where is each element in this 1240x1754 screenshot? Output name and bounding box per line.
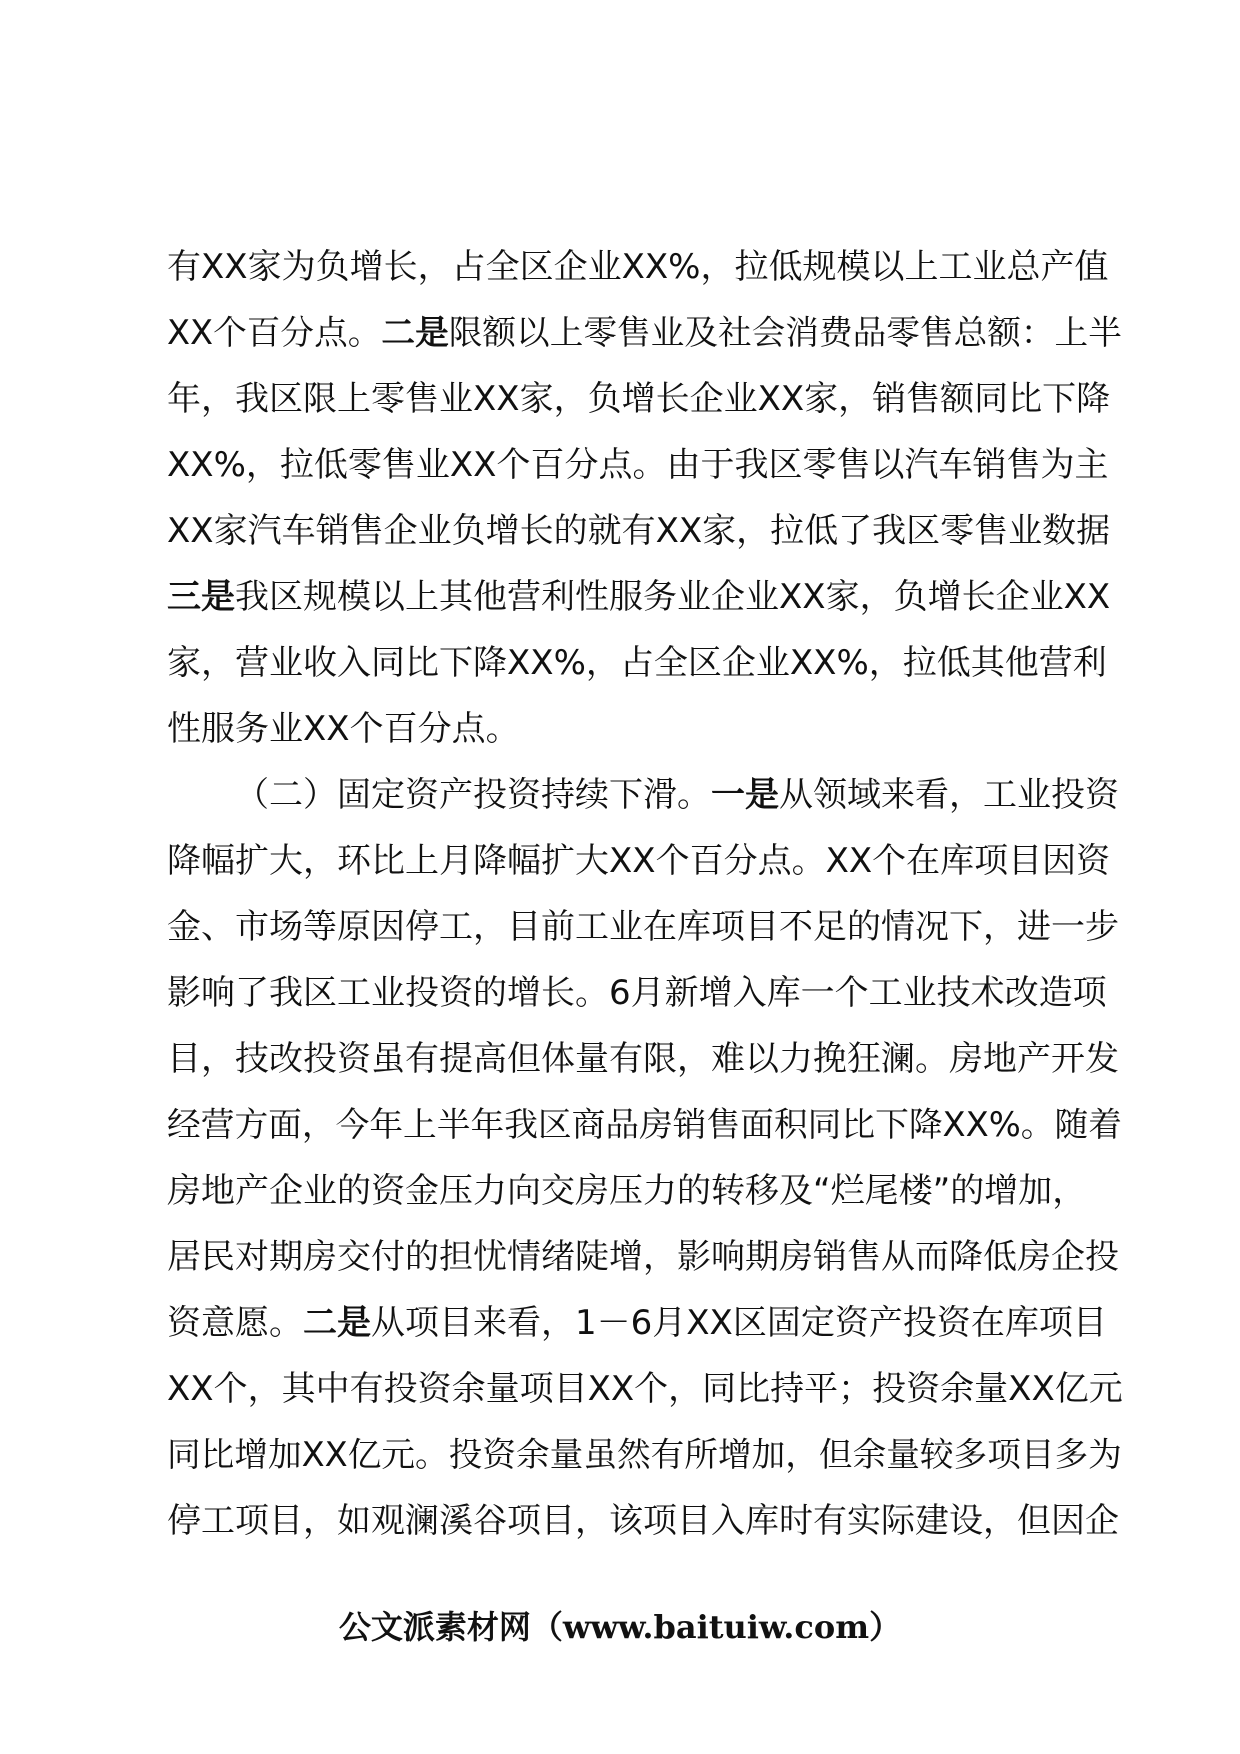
text-line bbox=[167, 1158, 1127, 1224]
text-run: 房地产企业的资金压力向交房压力的转移及“烂尾楼”的增加， bbox=[167, 1171, 1087, 1211]
text-run: 经营方面，今年上半年我区商品房销售面积同比下降XX%。随着 bbox=[167, 1105, 1122, 1144]
text-run: 金、市场等原因停工，目前工业在库项目不足的情况下，进一步 bbox=[167, 907, 1119, 947]
text-run: 性服务业XX个百分点。 bbox=[167, 709, 520, 749]
text-line bbox=[167, 960, 1127, 1026]
text-line bbox=[167, 1290, 1127, 1356]
text-run: XX个百分点。 bbox=[167, 313, 382, 352]
text-run: 从项目来看，1－6月XX区固定资产投资在库项目 bbox=[371, 1303, 1107, 1343]
text-run: 家，营业收入同比下降XX%，占全区企业XX%，拉低其他营利 bbox=[167, 643, 1107, 683]
text-line bbox=[167, 696, 1127, 762]
text-run: 居民对期房交付的担忧情绪陡增，影响期房销售从而降低房企投 bbox=[167, 1237, 1119, 1277]
text-run: 我区规模以上其他营利性服务业企业XX家，负增长企业XX bbox=[235, 577, 1111, 617]
bold-marker: 一是 bbox=[711, 775, 779, 815]
bold-marker: 三是 bbox=[167, 577, 235, 617]
text-line bbox=[167, 894, 1127, 960]
text-run: 限额以上零售业及社会消费品零售总额：上半 bbox=[448, 313, 1122, 352]
text-run: 有XX家为负增长，占全区企业XX%，拉低规模以上工业总产值 bbox=[167, 247, 1109, 287]
bold-marker: 二是 bbox=[381, 313, 449, 352]
text-run: 停工项目，如观澜溪谷项目，该项目入库时有实际建设，但因企 bbox=[167, 1501, 1119, 1541]
text-run: 降幅扩大，环比上月降幅扩大XX个百分点。XX个在库项目因资 bbox=[167, 841, 1111, 881]
text-run: XX家汽车销售企业负增长的就有XX家，拉低了我区零售业数据 bbox=[167, 511, 1111, 551]
text-run: 同比增加XX亿元。投资余量虽然有所增加，但余量较多项目多为 bbox=[167, 1435, 1122, 1474]
text-run: 目，技改投资虽有提高但体量有限，难以力挽狂澜。房地产开发 bbox=[167, 1039, 1119, 1079]
text-line bbox=[167, 564, 1127, 630]
text-line bbox=[167, 1356, 1127, 1422]
text-run: XX%，拉低零售业XX个百分点。由于我区零售以汽车销售为主 bbox=[167, 445, 1109, 485]
text-line bbox=[167, 1224, 1127, 1290]
document-body bbox=[167, 234, 1127, 1554]
text-run: 从领域来看，工业投资 bbox=[779, 775, 1119, 815]
text-line bbox=[167, 498, 1127, 564]
text-line bbox=[167, 366, 1127, 432]
text-line bbox=[167, 1092, 1127, 1158]
text-run: XX个，其中有投资余量项目XX个，同比持平；投资余量XX亿元 bbox=[167, 1369, 1123, 1409]
text-run: 年，我区限上零售业XX家，负增长企业XX家，销售额同比下降 bbox=[167, 379, 1111, 419]
text-line bbox=[167, 630, 1127, 696]
footer-watermark: 公文派素材网（www.baituiw.com） bbox=[338, 1608, 902, 1646]
text-run: 影响了我区工业投资的增长。6月新增入库一个工业技术改造项 bbox=[167, 973, 1107, 1013]
text-line bbox=[167, 1488, 1127, 1554]
text-line bbox=[167, 432, 1127, 498]
section-heading: （二）固定资产投资持续下滑。 bbox=[235, 775, 711, 815]
text-line bbox=[167, 300, 1127, 366]
text-line bbox=[167, 828, 1127, 894]
text-line bbox=[167, 1422, 1127, 1488]
bold-marker: 二是 bbox=[303, 1303, 371, 1343]
text-line bbox=[167, 234, 1127, 300]
text-line bbox=[167, 762, 1127, 828]
text-run: 资意愿。 bbox=[167, 1303, 303, 1343]
text-line bbox=[167, 1026, 1127, 1092]
